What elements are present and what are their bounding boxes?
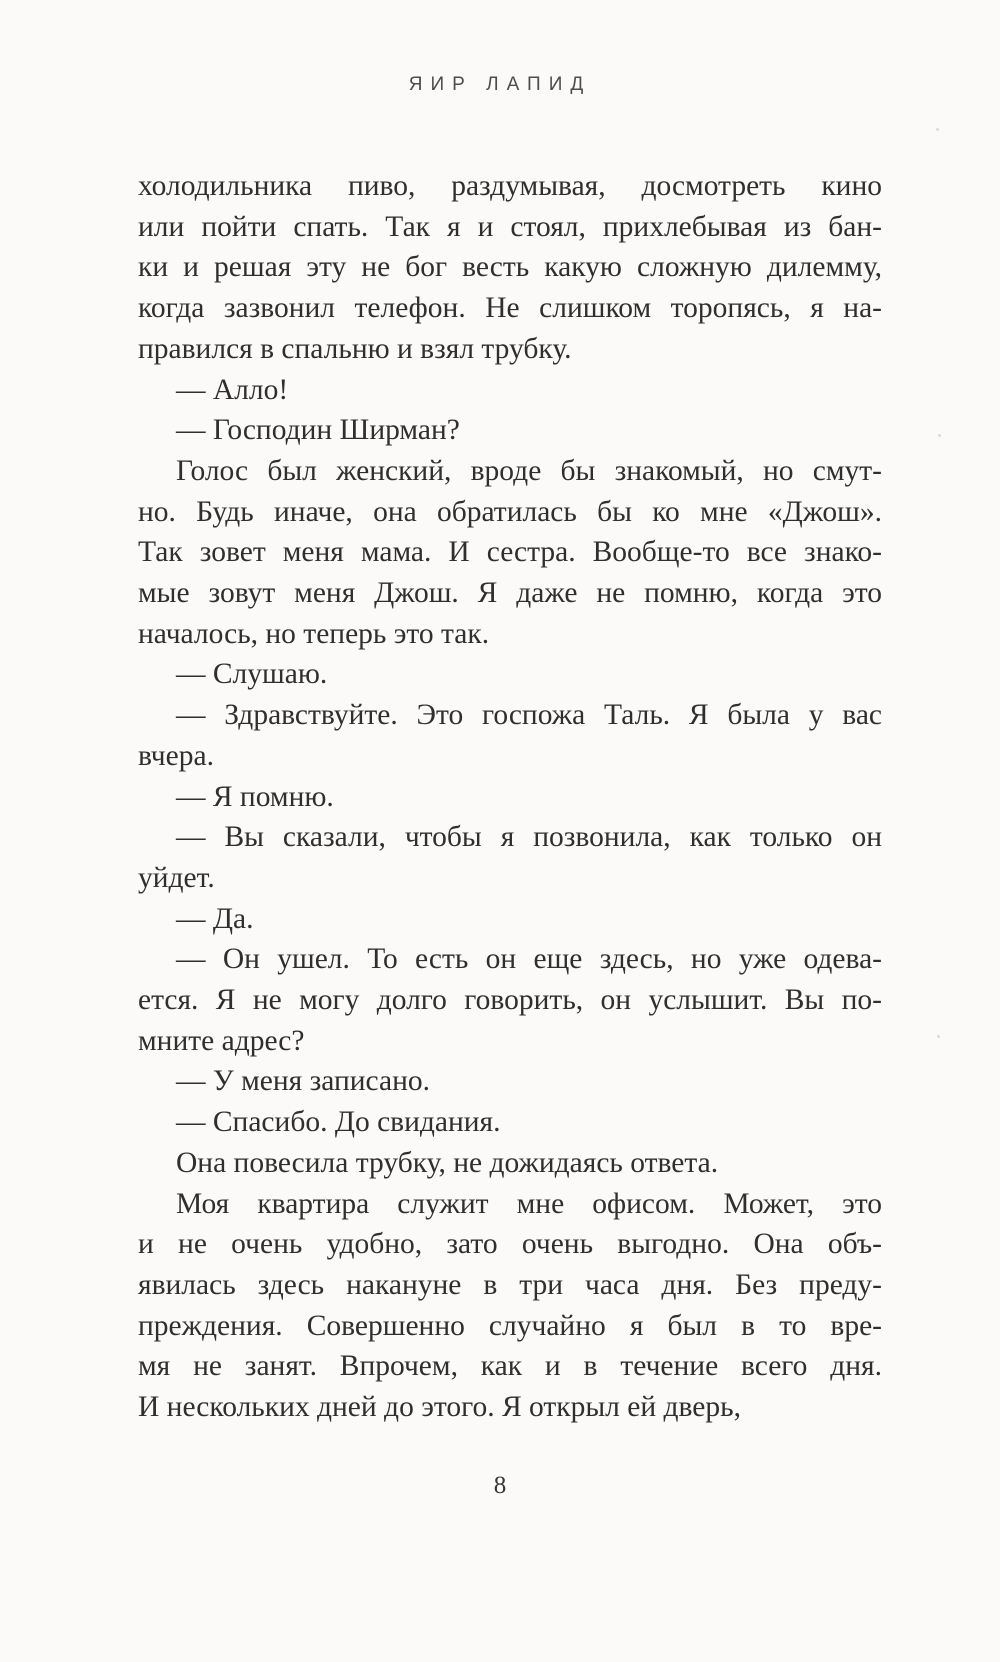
text-line: Голос был женский, вроде бы знакомый, но смут- [176,454,882,487]
text-line: — Вы сказали, чтобы я позвонила, как только он [176,821,882,854]
text-line: когда зазвонил телефон. Не слишком торопясь, я на- [138,292,882,325]
scan-speckle [937,1035,940,1038]
text-line: Моя квартира служит мне офисом. Может, это [176,1187,882,1220]
text-line: уйдет. [138,861,215,894]
text-line: И нескольких дней до этого. Я открыл ей дверь, [138,1391,741,1424]
running-header-author: ЯИР ЛАПИД [408,74,592,95]
text-line: — Да. [176,902,254,935]
text-line: — Спасибо. До свидания. [176,1106,501,1139]
text-line: — У меня записано. [176,1065,431,1098]
text-line: мните адрес? [138,1024,305,1057]
text-line: — Здравствуйте. Это госпожа Таль. Я была у вас [176,699,882,732]
text-line: — Алло! [176,373,289,406]
text-line: но. Будь иначе, она обратилась бы ко мне «Джош». [138,495,882,528]
text-line: правился в спальню и взял трубку. [138,332,572,365]
text-line: мые зовут меня Джош. Я даже не помню, когда это [138,577,882,610]
text-line: — Господин Ширман? [176,414,460,447]
text-line: — Я помню. [176,780,334,813]
text-line: Она повесила трубку, не дожидаясь ответа. [176,1146,719,1179]
text-line: и не очень удобно, зато очень выгодно. Она объ- [138,1228,882,1261]
text-line: ется. Я не могу долго говорить, он услышит. Вы по- [138,984,882,1017]
text-line: холодильника пиво, раздумывая, досмотреть кино [138,170,882,202]
text-body [138,166,882,1428]
page-number: 8 [493,1472,507,1499]
text-line: вчера. [138,739,214,772]
text-line: мя не занят. Впрочем, как и в течение всего дня. [138,1350,882,1383]
scan-speckle [938,434,941,437]
text-line: явилась здесь накануне в три часа дня. Без преду- [138,1268,882,1301]
text-line: Так зовет меня мама. И сестра. Вообще-то все знако- [138,536,882,569]
text-line: ки и решая эту не бог весть какую сложную дилемму, [138,251,882,284]
text-line: или пойти спать. Так я и стоял, прихлебывая из бан- [138,210,882,243]
text-line: началось, но теперь это так. [138,617,490,650]
text-line: преждения. Совершенно случайно я был в то вре- [138,1309,882,1342]
scan-speckle [936,128,939,131]
text-line: — Он ушел. То есть он еще здесь, но уже одева- [176,943,882,976]
text-line: — Слушаю. [176,658,328,691]
